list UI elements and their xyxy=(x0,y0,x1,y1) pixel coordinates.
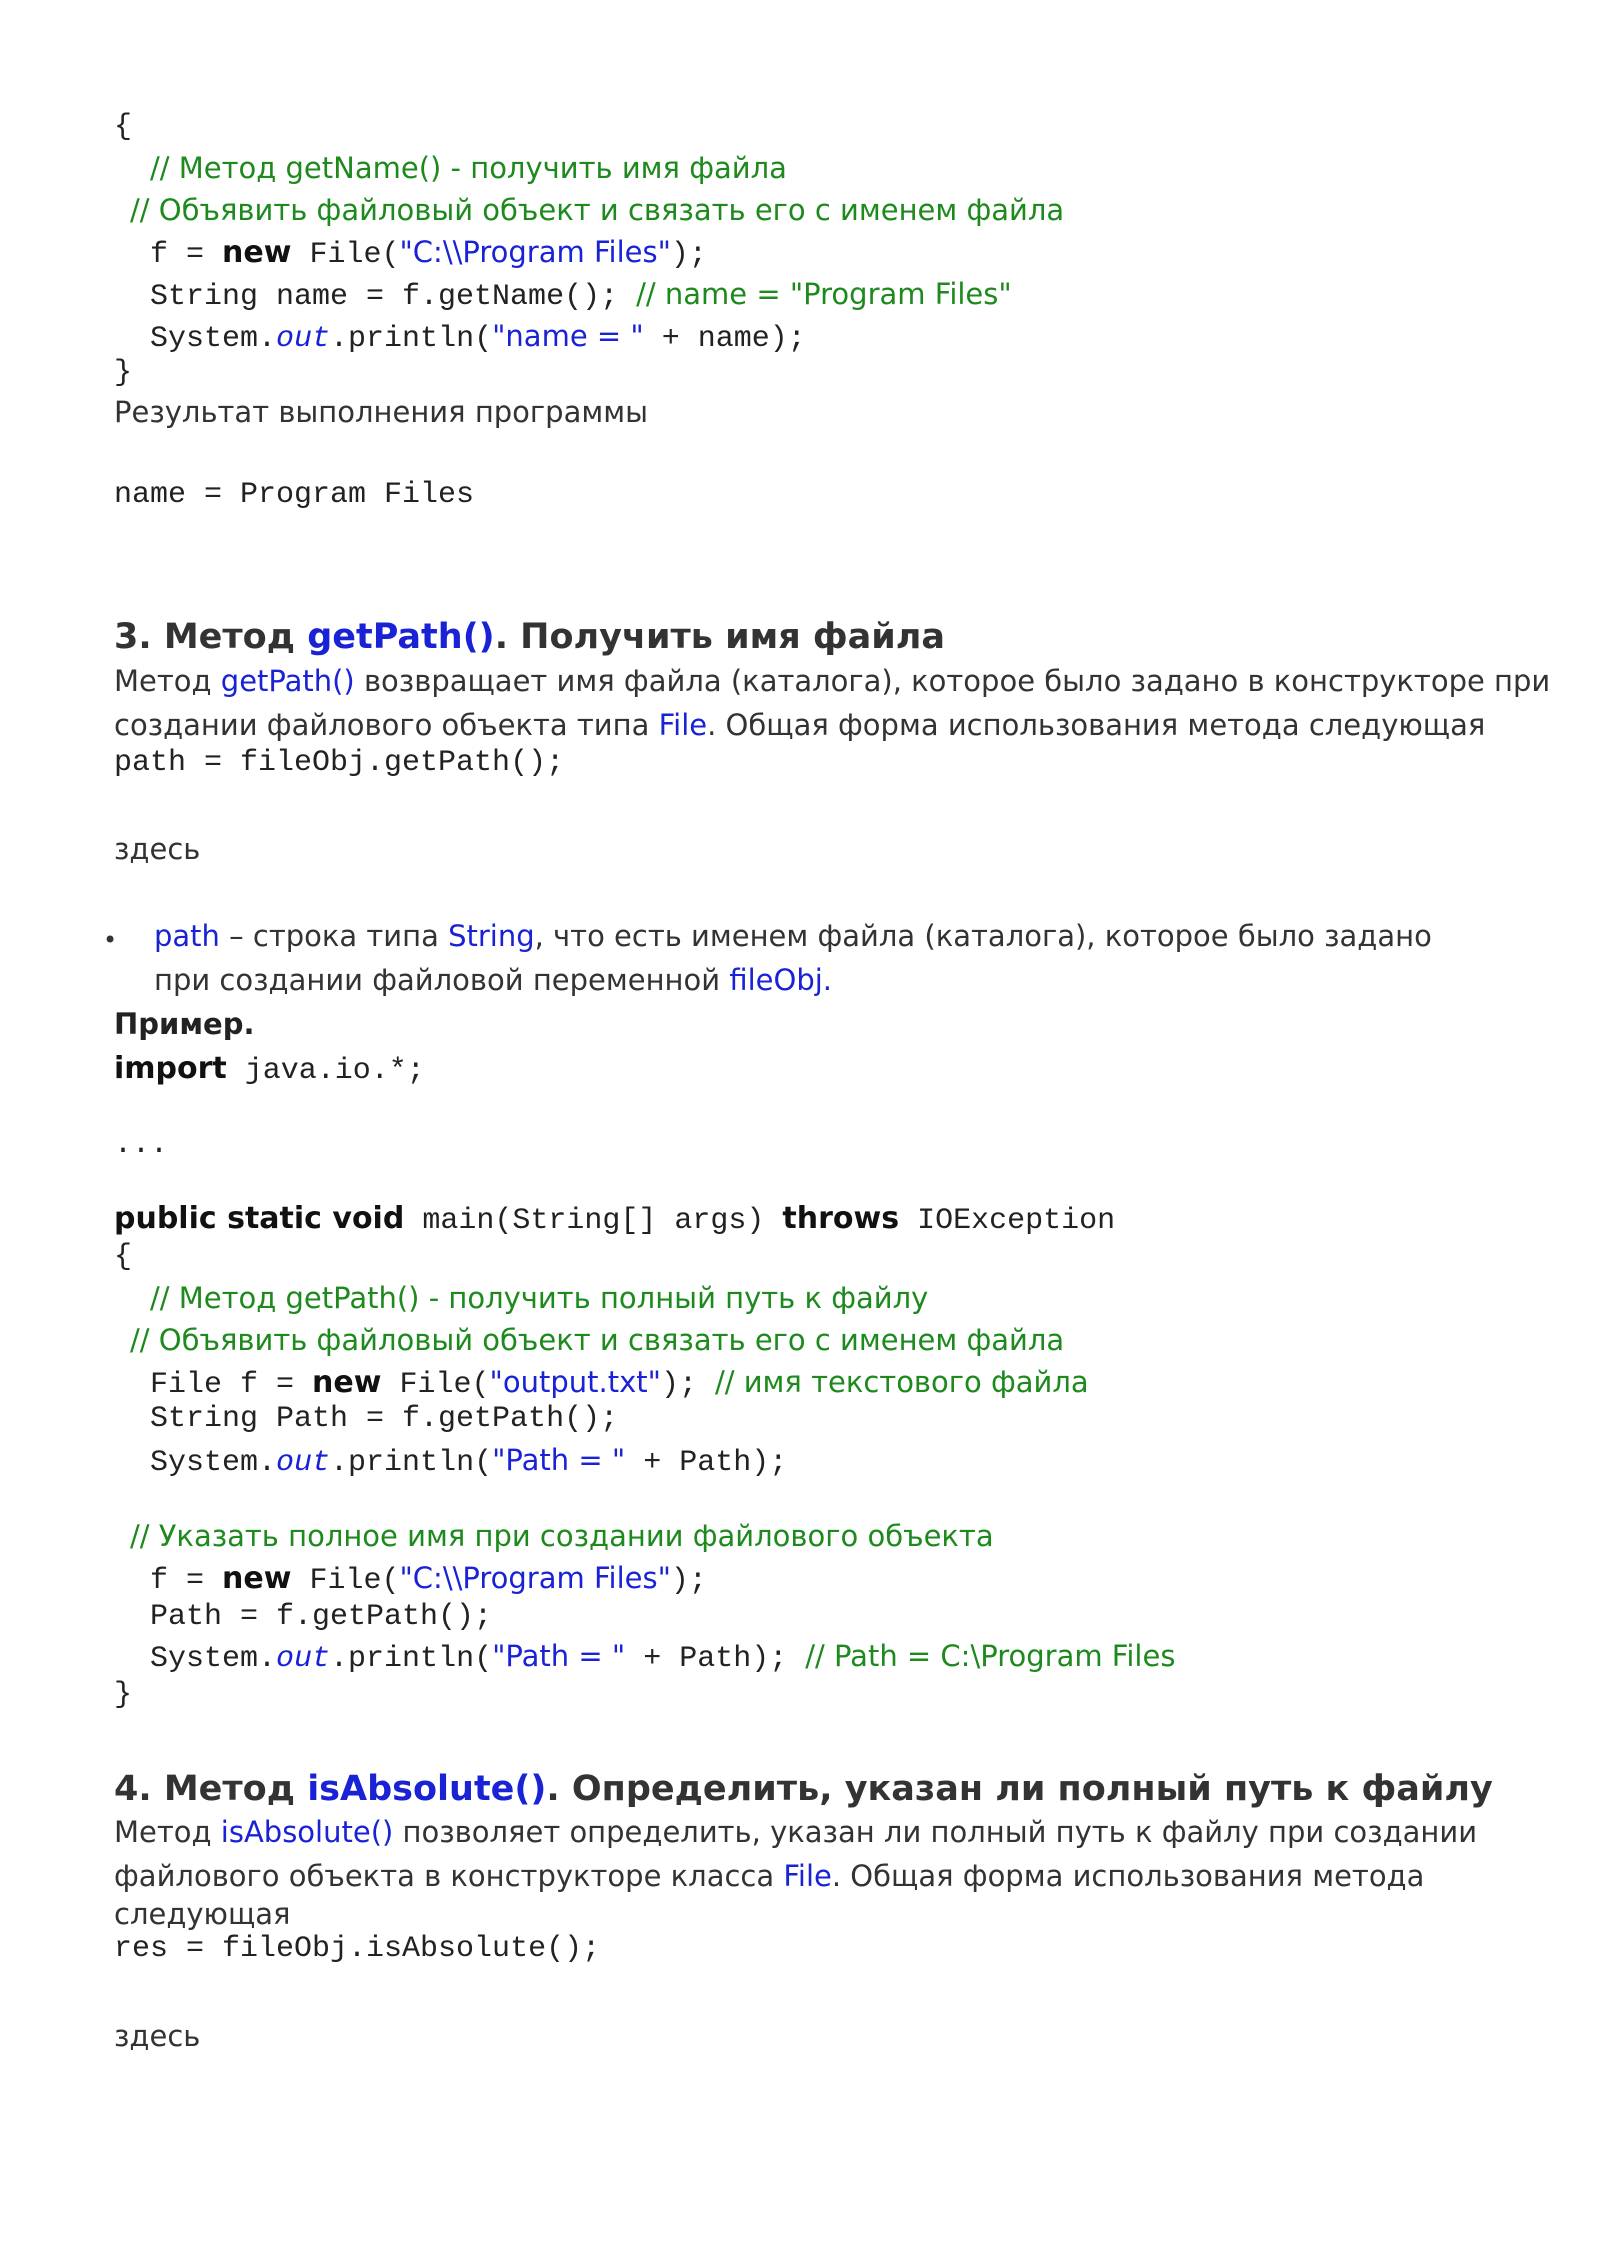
here-label: здесь xyxy=(114,2019,201,2053)
code-line: } xyxy=(114,1678,133,1712)
code-line: { xyxy=(114,110,133,144)
code-line: System.out.println("name = " + name); xyxy=(150,319,806,356)
section-4-heading: 4. Метод isAbsolute(). Определить, указан ли полный путь к файлу xyxy=(114,1769,1493,1809)
paragraph: Метод getPath() возвращает имя файла (каталога), которое было задано в конструкторе при xyxy=(114,664,1551,698)
paragraph: следующая xyxy=(114,1897,291,1931)
section-3-heading: 3. Метод getPath(). Получить имя файла xyxy=(114,617,946,657)
example-label: Пример. xyxy=(114,1007,255,1041)
paragraph: Метод isAbsolute() позволяет определить, указан ли полный путь к файлу при создании xyxy=(114,1815,1478,1849)
paragraph: файлового объекта в конструкторе класса File. Общая форма использования метода xyxy=(114,1859,1425,1893)
bullet-item-continuation: при создании файловой переменной fileObj. xyxy=(154,963,833,997)
code-line: System.out.println("Path = " + Path); // Path = C:\Program Files xyxy=(150,1639,1176,1676)
code-line: import java.io.*; xyxy=(114,1051,425,1088)
code-line: Path = f.getPath(); xyxy=(150,1600,493,1634)
code-line: ... xyxy=(114,1128,169,1162)
code-line: String Path = f.getPath(); xyxy=(150,1402,619,1436)
syntax-form: res = fileObj.isAbsolute(); xyxy=(114,1932,601,1966)
code-comment: // Объявить файловый объект и связать его с именем файла xyxy=(130,193,1065,227)
code-line: public static void main(String[] args) throws IOException xyxy=(114,1201,1116,1238)
paragraph: создании файлового объекта типа File. Общая форма использования метода следующая xyxy=(114,708,1486,742)
code-comment: // Объявить файловый объект и связать его с именем файла xyxy=(130,1323,1065,1357)
code-line: } xyxy=(114,356,133,390)
bullet-item: path – строка типа String, что есть именем файла (каталога), которое было задано xyxy=(154,919,1432,953)
code-line: System.out.println("Path = " + Path); xyxy=(150,1443,788,1480)
code-line: f = new File("C:\\Program Files"); xyxy=(150,235,707,272)
code-line: File f = new File("output.txt"); // имя текстового файла xyxy=(150,1365,1089,1402)
bullet-dot: • xyxy=(103,926,118,954)
result-value: name = Program Files xyxy=(114,478,475,512)
code-comment: // Указать полное имя при создании файлового объекта xyxy=(130,1519,994,1553)
code-line: f = new File("C:\\Program Files"); xyxy=(150,1561,707,1598)
code-comment: // Метод getName() - получить имя файла xyxy=(150,151,787,185)
code-comment: // Метод getPath() - получить полный путь к файлу xyxy=(150,1281,929,1315)
code-line: String name = f.getName(); // name = "Program Files" xyxy=(150,277,1012,314)
code-line: { xyxy=(114,1240,133,1274)
syntax-form: path = fileObj.getPath(); xyxy=(114,746,565,780)
result-label: Результат выполнения программы xyxy=(114,395,648,429)
here-label: здесь xyxy=(114,832,201,866)
